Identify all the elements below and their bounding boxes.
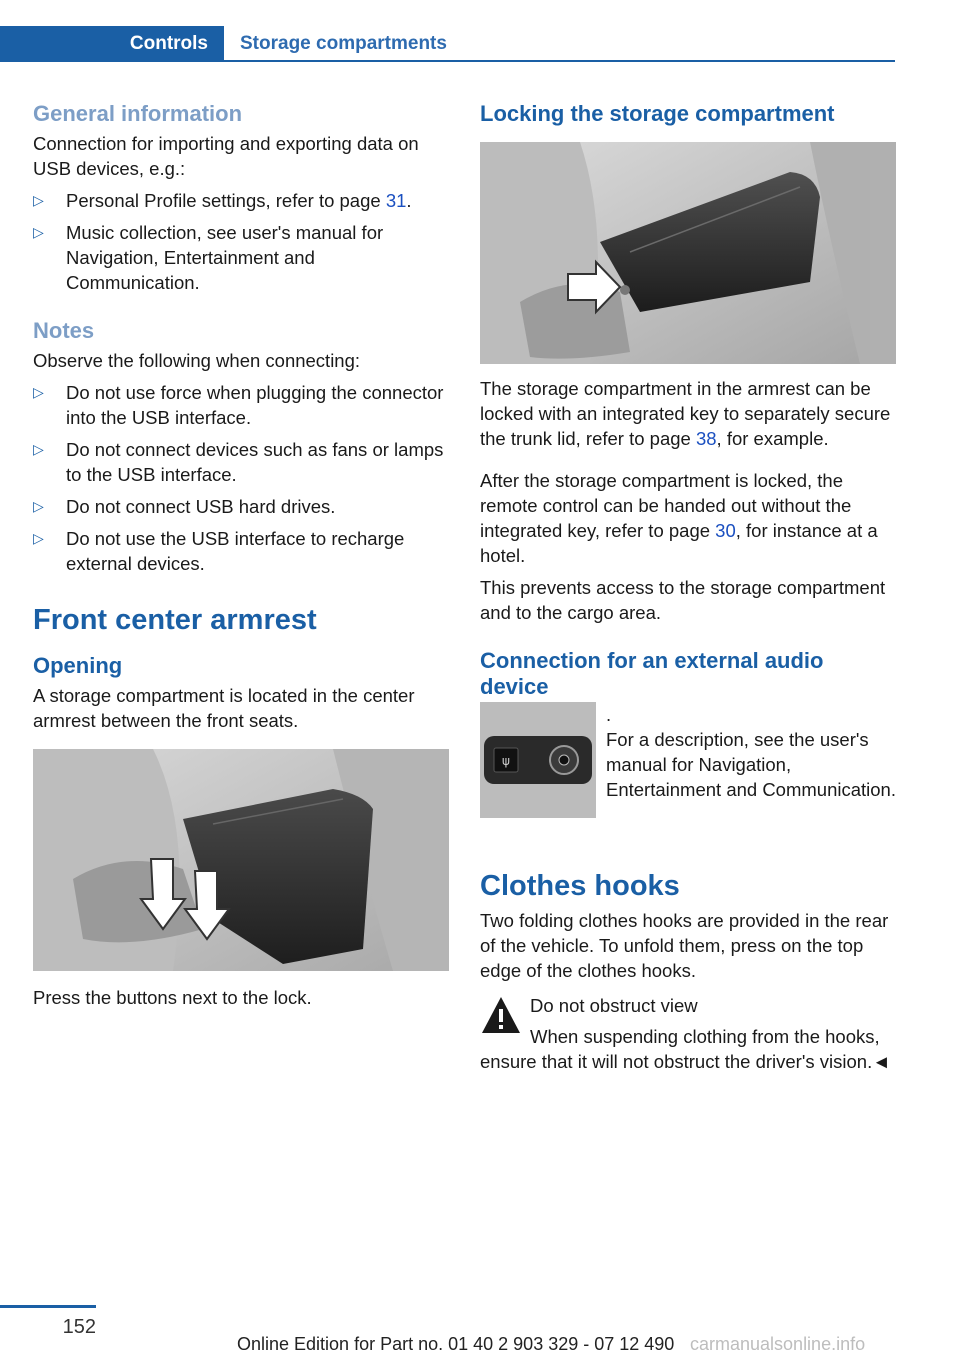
locking-heading: Locking the storage compartment [480,101,835,126]
triangle-bullet-icon: ▷ [33,441,44,457]
general-info-intro: Connection for importing and exporting data on USB devices, e.g.: [33,133,419,179]
opening-text: A storage compartment is located in the center armrest between the front seats. [33,685,415,731]
armrest-lock-photo [480,142,896,364]
triangle-bullet-icon: ▷ [33,192,44,208]
general-info-list [33,188,449,295]
warning-text: When suspending clothing from the hooks, ensure that it will not obstruct the driver's vision.◄ [480,1026,891,1072]
page-header [0,26,895,62]
locking-text-3: This prevents access to the storage compartment and to the cargo area. [480,577,886,623]
list-item: ▷ Personal Profile settings, refer to page 31. [33,190,412,211]
warning-title: Do not obstruct view [530,995,698,1016]
usb-aux-port-illustration [480,702,596,818]
triangle-bullet-icon: ▷ [33,384,44,400]
notes-heading: Notes [33,318,95,343]
watermark: carmanualsonline.info [690,1334,866,1354]
svg-text:ψ: ψ [502,754,510,768]
page-link-38[interactable]: 38 [695,428,717,449]
left-column [33,100,449,1010]
triangle-bullet-icon: ▷ [33,498,44,514]
clothes-hooks-text: Two folding clothes hooks are provided in the rear of the vehicle. To unfold them, press on the top edge of the clothes hooks. [480,910,889,981]
audio-heading: Connection for an external audio device [480,648,824,699]
armrest-buttons-photo [33,749,449,971]
list-item: ▷ Do not connect devices such as fans or lamps to the USB interface. [33,439,444,485]
notes-list [33,380,449,576]
page-number: 152 [62,1316,96,1338]
triangle-bullet-icon: ▷ [33,224,44,240]
page-link-31[interactable]: 31 [385,190,407,211]
general-info-heading: General information [33,101,243,126]
armrest-caption: Press the buttons next to the lock. [33,987,312,1008]
armrest-illustration [33,749,449,971]
clothes-hooks-heading: Clothes hooks [480,870,680,902]
edition-note: Online Edition for Part no. 01 40 2 903 329 - 07 12 490 [237,1334,675,1354]
footer-rule [0,1305,96,1308]
warning-block [480,993,896,1074]
notes-intro: Observe the following when connecting: [33,350,361,371]
audio-text: For a description, see the user's manual for Navigation, Entertainment and Communication. [606,729,896,800]
armrest-heading: Front center armrest [33,604,317,636]
locking-text-2: After the storage compartment is locked, the remote control can be handed out without the integrated key, refer to page 30, for instance at a hotel. [480,470,878,566]
right-column [480,100,896,1074]
chapter-title: Storage compartments [240,33,447,54]
locking-text-1: The storage compartment in the armrest can be locked with an integrated key to separately secure the trunk lid, refer to page 38, for example. [480,378,891,449]
audio-dot: . [606,704,612,725]
list-item: ▷ Do not use force when plugging the connector into the USB interface. [33,382,444,428]
audio-port-photo [480,702,596,818]
triangle-bullet-icon: ▷ [33,530,44,546]
section-tab[interactable]: Controls [0,26,224,62]
list-item: ▷ Do not connect USB hard drives. [33,496,336,517]
lock-illustration [480,142,896,364]
list-item: ▷ Music collection, see user's manual for Navigation, Entertainment and Communication. [33,222,384,293]
audio-block [480,702,896,818]
warning-triangle-icon [480,995,522,1035]
header-rule [224,60,895,62]
list-item: ▷ Do not use the USB interface to recharge external devices. [33,528,405,574]
page-link-30[interactable]: 30 [715,520,736,541]
opening-heading: Opening [33,653,123,678]
